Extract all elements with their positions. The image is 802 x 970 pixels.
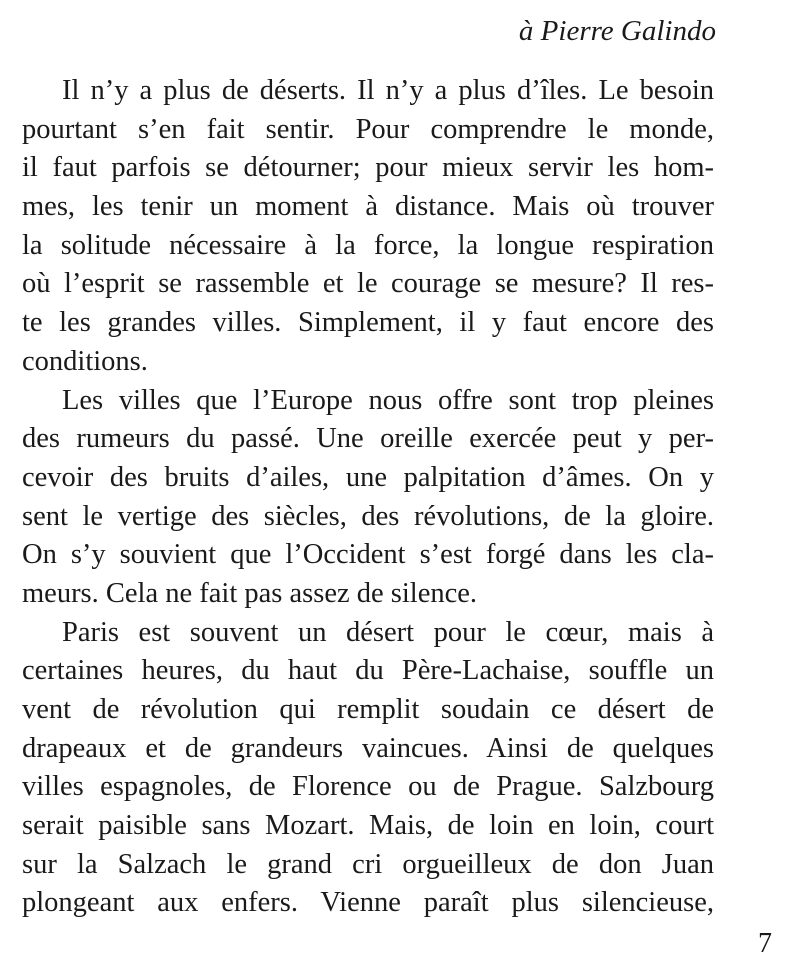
- text-line: sur la Salzach le grand cri orgueilleux de don Juan: [22, 848, 714, 880]
- body-text: [22, 72, 714, 923]
- text-line: Paris est souvent un désert pour le cœur, mais à: [62, 616, 714, 648]
- text-line: meurs. Cela ne fait pas assez de silence.: [22, 577, 478, 609]
- text-line: la solitude nécessaire à la force, la longue respiration: [22, 229, 714, 261]
- text-line: pourtant s’en fait sentir. Pour comprendre le monde,: [22, 113, 714, 145]
- page-number: 7: [758, 928, 772, 959]
- text-line: cevoir des bruits d’ailes, une palpitation d’âmes. On y: [22, 461, 714, 493]
- text-line: où l’esprit se rassemble et le courage se mesure? Il res-: [22, 268, 714, 300]
- text-line: mes, les tenir un moment à distance. Mais où trouver: [22, 191, 714, 223]
- text-line: drapeaux et de grandeurs vaincues. Ainsi de quelques: [22, 732, 714, 764]
- text-line: plongeant aux enfers. Vienne paraît plus silencieuse,: [22, 887, 714, 919]
- text-line: des rumeurs du passé. Une oreille exercée peut y per-: [22, 423, 714, 455]
- text-line: conditions.: [22, 345, 148, 377]
- text-line: Il n’y a plus de déserts. Il n’y a plus d’îles. Le besoin: [62, 75, 714, 106]
- text-line: Les villes que l’Europe nous offre sont trop pleines: [62, 384, 714, 416]
- text-line: vent de révolution qui remplit soudain ce désert de: [22, 694, 714, 725]
- text-line: te les grandes villes. Simplement, il y faut encore des: [22, 307, 714, 339]
- text-line: il faut parfois se détourner; pour mieux servir les hom-: [22, 152, 714, 184]
- text-line: sent le vertige des siècles, des révolutions, de la gloire.: [22, 500, 714, 532]
- text-line: villes espagnoles, de Florence ou de Prague. Salzbourg: [22, 771, 714, 803]
- text-line: certaines heures, du haut du Père-Lachaise, souffle un: [22, 655, 714, 687]
- text-line: serait paisible sans Mozart. Mais, de loin en loin, court: [22, 810, 714, 842]
- text-line: On s’y souvient que l’Occident s’est forgé dans les cla-: [22, 539, 714, 571]
- dedication: à Pierre Galindo: [518, 15, 716, 47]
